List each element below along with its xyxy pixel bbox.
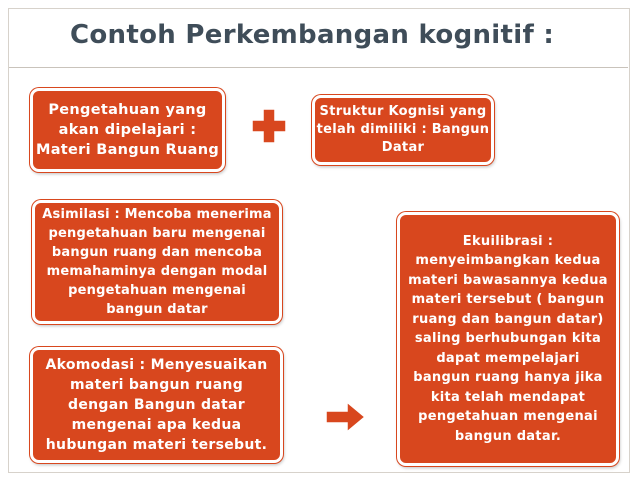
cognitive-structure-box — [312, 95, 494, 165]
knowledge-box — [30, 88, 225, 172]
accommodation-text: Akomodasi : Menyesuaikan materi bangun ruang dengan Bangun datar mengenai apa kedua hubungan materi tersebut. — [45, 357, 268, 453]
assimilation-box — [32, 200, 282, 324]
cognitive-structure-text: Struktur Kognisi yang telah dimiliki : Bangun Datar — [316, 104, 490, 155]
plus-icon — [250, 107, 288, 145]
arrow-right-icon — [325, 400, 367, 434]
assimilation-text: Asimilasi : Mencoba menerima pengetahuan baru mengenai bangun ruang dan mencoba memahaminya dengan modal pengetahuan mengenai bangun datar — [42, 207, 272, 317]
slide-title: Contoh Perkembangan kognitif : — [70, 20, 555, 50]
equilibration-text: Ekuilibrasi : menyeimbangkan kedua materi bawasannya kedua materi tersebut ( bangun ruang dan bangun datar) saling berhubungan kita dapat mempelajari bangun ruang hanya jika kita telah mendapat pengetahuan mengenai bangun datar. — [408, 233, 608, 444]
knowledge-text: Pengetahuan yang akan dipelajari : Materi Bangun Ruang — [35, 102, 220, 158]
accommodation-box — [30, 347, 283, 463]
equilibration-box — [397, 212, 619, 466]
